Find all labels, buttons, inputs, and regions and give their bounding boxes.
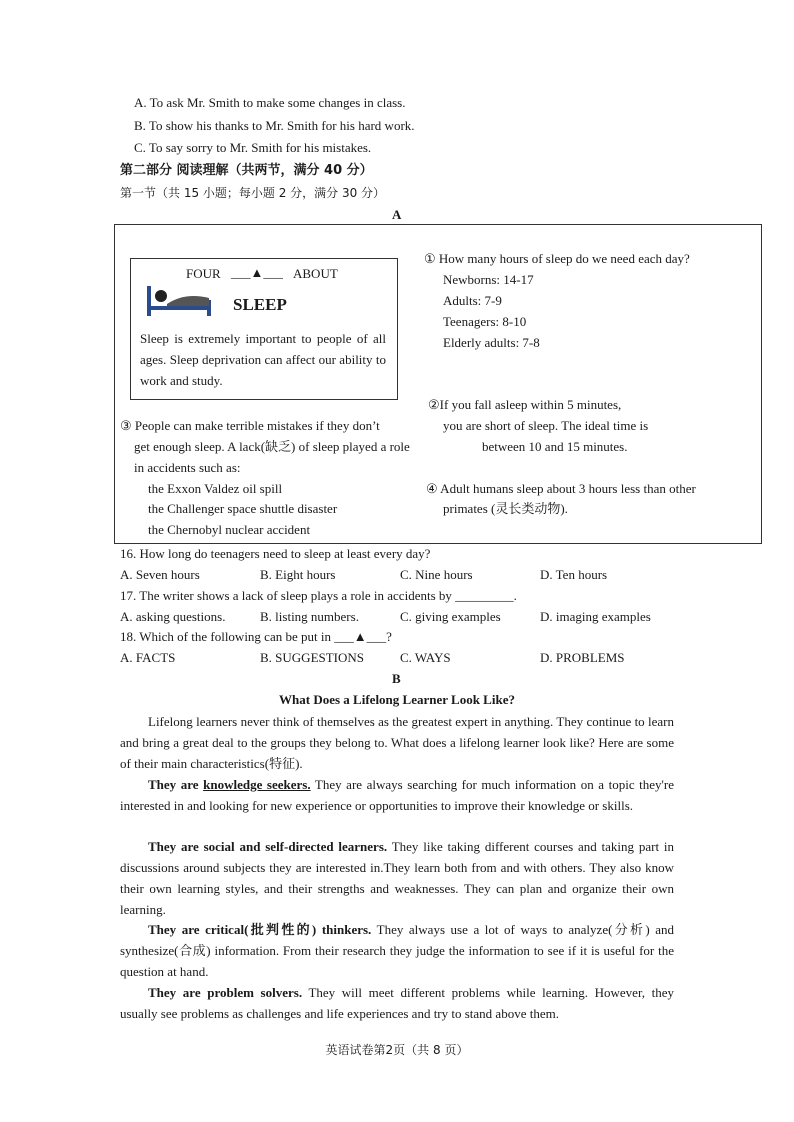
point-4-line: ④ Adult humans sleep about 3 hours less than other <box>426 481 696 496</box>
poster-blank: ___▲___ <box>231 265 283 280</box>
q18-option-d[interactable]: D. PROBLEMS <box>540 650 625 665</box>
passage-b-paragraph-2: They are knowledge seekers. They are always searching for much information on a topic they're interested in and looking for new experience or opportunities to improve their knowledge or skills. <box>120 777 674 813</box>
point-3-item: the Challenger space shuttle disaster <box>148 501 338 516</box>
q16-option-a[interactable]: A. Seven hours <box>120 567 200 582</box>
point-3-line: in accidents such as: <box>134 460 241 475</box>
q18-option-c[interactable]: C. WAYS <box>400 650 451 665</box>
q16-option-c[interactable]: C. Nine hours <box>400 567 473 582</box>
q17-option-c[interactable]: C. giving examples <box>400 609 501 624</box>
point-1-item: Adults: 7-9 <box>443 293 502 308</box>
question-16: 16. How long do teenagers need to sleep at least every day? <box>120 546 431 561</box>
q17-option-a[interactable]: A. asking questions. <box>120 609 226 624</box>
passage-b-paragraph-5: They are problem solvers. They will meet different problems while learning. However, they usually see problems as challenges and life experiences and try to stand above them. <box>120 985 675 1021</box>
passage-a-label: A <box>392 207 402 222</box>
highlighted-phrase: knowledge seekers. <box>203 777 311 792</box>
q18-option-a[interactable]: A. FACTS <box>120 650 176 665</box>
prev-option-a: A. To ask Mr. Smith to make some changes in class. <box>134 95 406 110</box>
point-3-line: get enough sleep. A lack(缺乏) of sleep played a role <box>134 439 410 454</box>
passage-b-label: B <box>392 671 401 686</box>
point-1-item: Teenagers: 8-10 <box>443 314 527 329</box>
point-1-item: Elderly adults: 7-8 <box>443 335 540 350</box>
passage-b-paragraph-3: They are social and self-directed learners. They like taking different courses and taking part in discussions around subjects they are interested in.They learn both from and with others. They also know their own learning styles, and their strengths and weaknesses. They can plan and organize their own learning. <box>120 839 674 917</box>
point-4-line: primates (灵长类动物). <box>443 501 568 516</box>
q18-option-b[interactable]: B. SUGGESTIONS <box>260 650 365 665</box>
point-2-line: you are short of sleep. The ideal time is <box>443 418 649 433</box>
prev-option-c: C. To say sorry to Mr. Smith for his mistakes. <box>134 140 372 155</box>
q16-option-d[interactable]: D. Ten hours <box>540 567 608 582</box>
point-2-line: ②If you fall asleep within 5 minutes, <box>428 397 622 412</box>
passage-b-title: What Does a Lifelong Learner Look Like? <box>279 692 515 707</box>
poster-intro: Sleep is extremely important to people of all ages. Sleep deprivation can affect our ability to work and study. <box>140 331 386 388</box>
question-18: 18. Which of the following can be put in ___▲___? <box>120 629 392 644</box>
page-footer: 英语试卷第2页（共 8 页） <box>325 1043 469 1057</box>
point-1-item: Newborns: 14-17 <box>443 272 534 287</box>
point-2-line: between 10 and 15 minutes. <box>482 439 628 454</box>
poster-four: FOUR <box>186 266 221 281</box>
q17-option-d[interactable]: D. imaging examples <box>540 609 651 624</box>
point-1-title: ① How many hours of sleep do we need each day? <box>424 251 690 266</box>
prev-option-b: B. To show his thanks to Mr. Smith for his hard work. <box>134 118 415 133</box>
poster-about: ABOUT <box>293 266 338 281</box>
question-17: 17. The writer shows a lack of sleep plays a role in accidents by _________. <box>120 588 517 603</box>
passage-b-paragraph-4: They are critical(批判性的) thinkers. They always use a lot of ways to analyze(分析) and synthesize(合成) information. From their research they judge the information to see if it is useful for the question at hand. <box>120 922 674 979</box>
section-title: 第二部分 阅读理解（共两节，满分 40 分） <box>120 163 373 178</box>
point-3-item: the Exxon Valdez oil spill <box>148 481 283 496</box>
point-3-line: ③ People can make terrible mistakes if they don’t <box>120 418 380 433</box>
q16-option-b[interactable]: B. Eight hours <box>260 567 336 582</box>
q17-option-b[interactable]: B. listing numbers. <box>260 609 359 624</box>
poster-sleep-title: SLEEP <box>233 295 287 314</box>
point-3-item: the Chernobyl nuclear accident <box>148 522 311 537</box>
section-subtitle: 第一节（共 15 小题；每小题 2 分，满分 30 分） <box>120 186 386 200</box>
passage-b-paragraph-1: Lifelong learners never think of themselves as the greatest expert in anything. They continue to learn and bring a great deal to the groups they belong to. What does a lifelong learner look like? Here are some of their main characteristics(特征). <box>120 714 674 771</box>
bed-icon <box>145 284 215 322</box>
